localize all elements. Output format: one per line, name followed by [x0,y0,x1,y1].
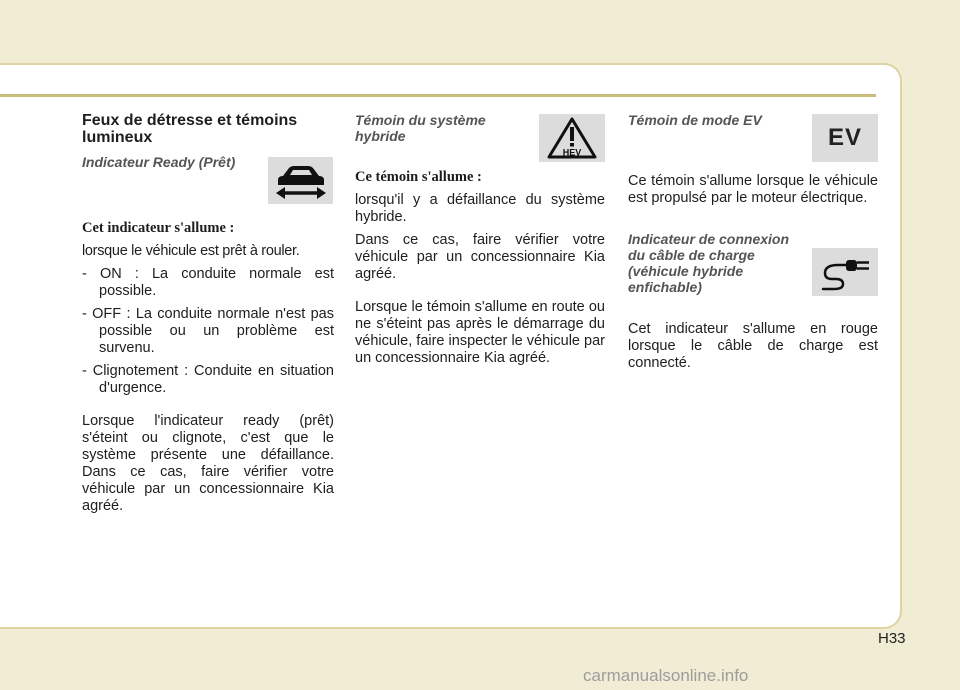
list-item: - OFF : La conduite normale n'est pas possible ou un problème est survenu. [82,306,334,356]
ev-p1: Ce témoin s'allume lorsque le véhicule est propulsé par le moteur électrique. [628,173,878,206]
section-title: Feux de détresse et témoins lumineux [82,112,298,146]
ready-paragraph: Lorsque l'indicateur ready (prêt) s'éteint ou clignote, c'est que le système présente une défaillance. Dans ce cas, faire vérifier votre véhicule par un concessionnaire Kia agréé. [82,413,334,514]
hybrid-p1: lorsqu'il y a défaillance du système hybride. [355,192,605,225]
ready-car-arrows-icon [268,157,333,204]
header-rule [0,94,876,97]
hybrid-p2: Dans ce cas, faire vérifier votre véhicule par un concessionnaire Kia agréé. [355,232,605,282]
charge-p2: Cet indicateur s'allume en rouge lorsque le câble de charge est connecté. [628,321,878,371]
page-number: H33 [878,630,906,647]
ready-states-list [82,266,334,397]
watermark: carmanualsonline.info [583,666,749,685]
hev-warning-triangle-icon [539,114,605,162]
hybrid-title: Témoin du système hybride [355,112,486,144]
list-item: - ON : La conduite normale est possible. [82,266,334,299]
hev-icon-label: HEV [562,147,582,158]
list-item: - Clignotement : Conduite en situation d'urgence. [82,363,334,396]
ev-title: Témoin de mode EV [628,112,762,128]
ev-icon-label: EV [827,124,862,151]
charge-cable-plug-icon [812,248,878,296]
ready-subtitle: Indicateur Ready (Prêt) [82,154,236,170]
ready-lead: Cet indicateur s'allume : [82,220,235,236]
charge-title: Indicateur de connexion du câble de charge (véhicule hybride enfichable) [628,231,790,295]
hybrid-p3: Lorsque le témoin s'allume en route ou ne s'éteint pas après le démarrage du véhicule, faire inspecter le véhicule par un concessionnaire Kia agréé. [355,299,605,366]
ev-mode-icon [812,114,878,162]
ready-when: lorsque le véhicule est prêt à rouler. [82,243,300,259]
hybrid-lead: Ce témoin s'allume : [355,169,482,185]
